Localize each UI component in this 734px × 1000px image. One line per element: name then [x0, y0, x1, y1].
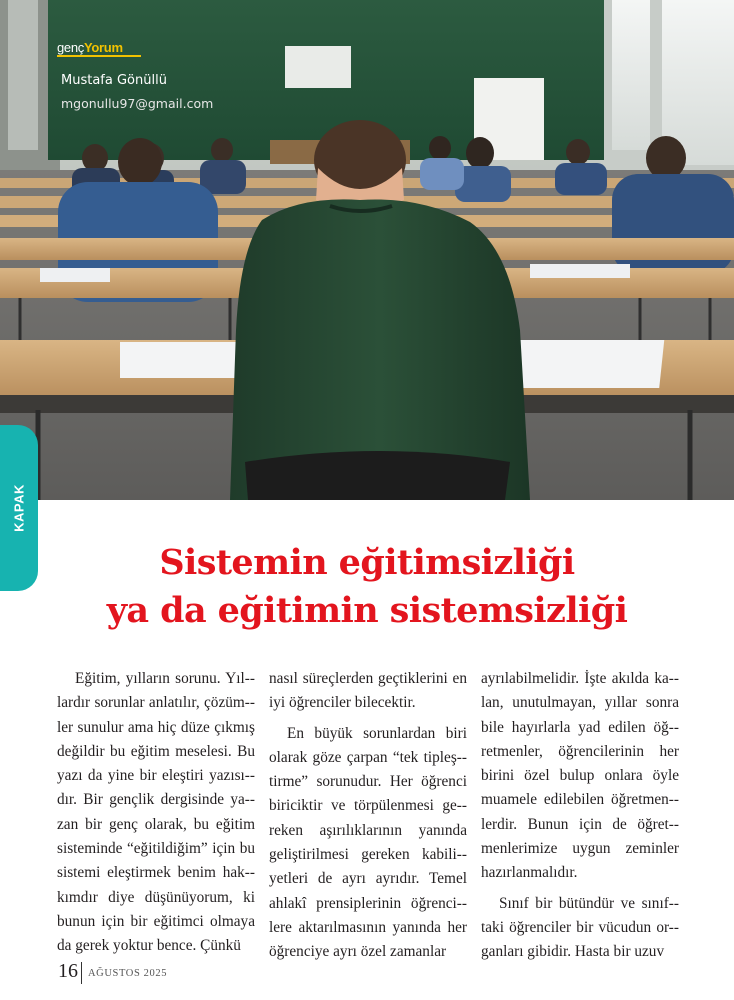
- article-title: [0, 539, 734, 635]
- article-title-line-2: ya da eğitimin sistemsizliği: [106, 590, 628, 631]
- logo-part-1: genç: [57, 40, 84, 55]
- body-column-1: [57, 667, 255, 959]
- body-column-3: [481, 667, 679, 965]
- paragraph: Sınıf bir bütündür ve sınıf-taki öğrenciler bir vücudun or-ganları gibidir. Hasta bir uzuv: [481, 894, 679, 961]
- author-name: Mustafa Gönüllü: [61, 73, 167, 88]
- logo-part-2: Yorum: [84, 40, 123, 55]
- logo-underline: [57, 55, 141, 57]
- magazine-logo: [57, 40, 123, 55]
- author-email: mgonullu97@gmail.com: [61, 96, 214, 111]
- paragraph: nasıl süreçlerden geçtiklerini en iyi öğrenciler bilecektir.: [269, 670, 467, 712]
- paragraph: ayrılabilmelidir. İşte akılda ka-lan, unutulmayan, yıllar sonra bile hayırlarla yad edilen öğ-retmenler, öğrencilerinin her birini özel bulup onlara öyle muamele edilebilen öğretmen-lerdir. Bunun için de öğret-menlerimize uygun zeminler hazırlanmalıdır.: [481, 670, 679, 882]
- footer-divider: [81, 962, 82, 984]
- paragraph: En büyük sorunlardan biri olarak göze çarpan “tek tipleş-tirme” sorunudur. Her öğrenci biriciktir ve törpülenmesi ge-reken aşırılıklarının yanında geliştirilmesi gereken kabili-yetleri de ayrı ayrıdır. Temel ahlakî prensiplerinin öğrenci-lere aktarılmasının yanında her öğrenciye ayrı özel zamanlar: [269, 724, 467, 961]
- page-number: 16: [58, 960, 78, 982]
- article-title-line-1: Sistemin eğitimsizliği: [159, 542, 575, 583]
- body-column-2: [269, 667, 467, 965]
- paragraph: Eğitim, yılların sorunu. Yıl-lardır sorunlar anlatılır, çözüm-ler sunulur ama hiç düze çıkmış değildir bu eğitim meselesi. Bu yazı da yine bir eleştiri yazısı-dır. Bir gençlik dergisinde ya-zan bir genç olarak, bu eğitim sisteminde “eğitildiğim” için bu sistemi eleştirmek benim hak-kımdır diye düşünüyorum, ki bunun için bir eğitimci olmaya da gerek yoktur bence. Çünkü: [57, 670, 255, 955]
- section-tab-label: KAPAK: [11, 484, 27, 532]
- issue-date: AĞUSTOS 2025: [88, 968, 168, 979]
